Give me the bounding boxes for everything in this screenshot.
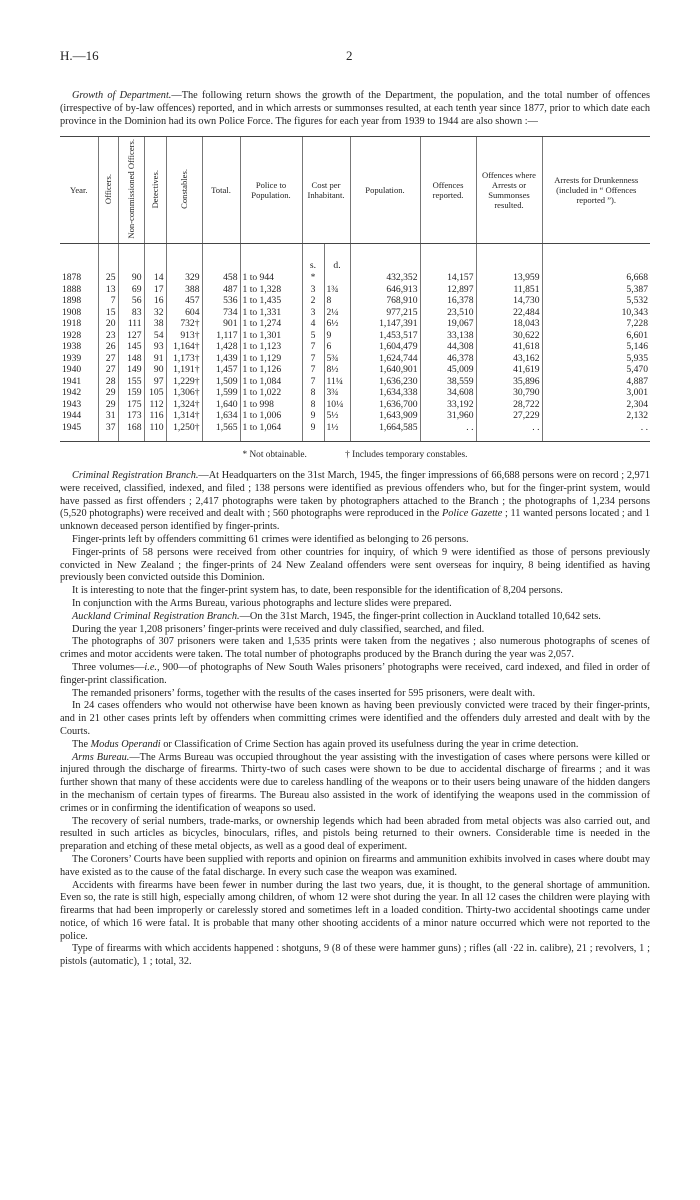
cell-off: 29 (98, 399, 118, 411)
header-population: Population. (350, 137, 420, 244)
paragraph-text: 900—of photographs of New South Wales prisoners’ photographs were received, card indexed, and filed in order of finger-print classification. (60, 661, 650, 686)
cell-year: 1940 (62, 364, 82, 376)
cell-d: 8 (324, 295, 350, 307)
cell-total: 458 (202, 272, 240, 284)
cell-det: 16 (144, 295, 166, 307)
cell-ratio: 1 to 1,274 (240, 318, 302, 330)
paragraph-text: Type of firearms with which accidents happened : shotguns, 9 (8 of these were hammer guns) ; rifles (all ·22 in. calibre), 21 ; revolvers, 1 ; pistols (automatic), 1 ; total, 32. (60, 943, 650, 968)
cell-offences: 45,009 (420, 364, 476, 376)
cell-con: 913† (166, 330, 202, 342)
cell-det: 17 (144, 284, 166, 296)
cell-arrests: 30,622 (476, 330, 542, 342)
cell-off: 27 (98, 364, 118, 376)
cell-offences: . . (420, 422, 476, 442)
cell-s: 9 (302, 422, 324, 442)
cell-det: 93 (144, 341, 166, 353)
cell-con: 457 (166, 295, 202, 307)
cell-arrests: 41,618 (476, 341, 542, 353)
cell-year: 1945 (60, 422, 98, 442)
cell-nco: 90 (118, 272, 144, 284)
cell-con: 1,324† (166, 399, 202, 411)
cell-off: 15 (98, 307, 118, 319)
table-row (60, 295, 650, 307)
cell-arrests: 41,619 (476, 364, 542, 376)
paragraph (60, 662, 650, 688)
cell-off: 27 (98, 353, 118, 365)
cell-nco: 159 (118, 387, 144, 399)
cell-ratio: 1 to 1,301 (240, 330, 302, 342)
units-row (60, 244, 650, 273)
table-row (60, 387, 650, 399)
cell-d: 5¾ (324, 353, 350, 365)
paragraph (60, 854, 650, 880)
cell-drunk: 2,132 (542, 410, 650, 422)
table-row (60, 364, 650, 376)
paragraph (60, 752, 650, 816)
page-number: 2 (346, 48, 353, 63)
cell-det: 97 (144, 376, 166, 388)
paragraph-text: Finger-prints of 58 persons were received from other countries for inquiry, of which 9 were identified as those of persons previously convicted in New Zealand ; the finger-prints of 24 New Zealand offenders were sent overseas for inquiry, 8 being identified as having previously been convicted outside this Dominion. (60, 546, 650, 584)
paragraph-heading: Arms Bureau. (72, 751, 130, 763)
cell-year: 1939 (62, 352, 82, 364)
table-row (60, 330, 650, 342)
cell-total: 1,439 (202, 353, 240, 365)
cell-offences: 31,960 (420, 410, 476, 422)
cell-ratio: 1 to 1,129 (240, 353, 302, 365)
cell-nco: 149 (118, 364, 144, 376)
cell-offences: 12,897 (420, 284, 476, 296)
cell-arrests: 11,851 (476, 284, 542, 296)
cell-total: 901 (202, 318, 240, 330)
cell-con: 329 (166, 272, 202, 284)
header-constables: Constables. (166, 137, 202, 244)
cell-total: 1,634 (202, 410, 240, 422)
paragraph-text: In conjunction with the Arms Bureau, various photographs and lecture slides were prepared. (72, 597, 452, 609)
cell-year: 1888 (62, 283, 82, 295)
cell-con: 1,250† (166, 422, 202, 442)
cell-off: 37 (98, 422, 118, 442)
cell-s: 8 (302, 387, 324, 399)
paragraph (60, 547, 650, 585)
cell-s: 3 (302, 307, 324, 319)
cell-year: 1938 (62, 341, 82, 353)
cell-det: 54 (144, 330, 166, 342)
cell-pop: 1,664,585 (350, 422, 420, 442)
header-offences: Offences reported. (420, 137, 476, 244)
cell-arrests: 22,484 (476, 307, 542, 319)
cell-total: 1,509 (202, 376, 240, 388)
table-row (60, 353, 650, 365)
table-row (60, 399, 650, 411)
header-total: Total. (202, 137, 240, 244)
cell-off: 26 (98, 341, 118, 353)
cell-drunk: 5,387 (542, 284, 650, 296)
cell-s: 3 (302, 284, 324, 296)
cell-drunk: 10,343 (542, 307, 650, 319)
paragraph-text: —The Arms Bureau was occupied throughout the year assisting with the investigation of cases where persons were killed or injured through the discharge of firearms. Thirty-two of such cases were shown to be due to accidental discharge of firearms ; and it was further shown that many of these accidents were due to careless handling of the weapons or to their users being unaware of the hidden dangers in the mechanism of certain types of firearms. The Bureau also assisted in the work of identifying the weapons used in the commission of crimes or in confirming the identification of weapons so used. (60, 751, 650, 814)
header-drunkenness: Arrests for Drunkenness (included in “ Offences reported ”). (542, 137, 650, 244)
table-row (60, 376, 650, 388)
cell-det: 112 (144, 399, 166, 411)
cell-nco: 148 (118, 353, 144, 365)
paragraph-text: —On the 31st March, 1945, the finger-print collection in Auckland totalled 10,642 sets. (239, 610, 601, 622)
cell-nco: 69 (118, 284, 144, 296)
cell-drunk: 5,532 (542, 295, 650, 307)
table-row (60, 410, 650, 422)
cell-con: 1,191† (166, 364, 202, 376)
table-row (60, 318, 650, 330)
cell-off: 28 (98, 376, 118, 388)
table-row (60, 422, 650, 442)
cell-total: 1,565 (202, 422, 240, 442)
intro-heading: Growth of Department. (72, 90, 172, 101)
cell-con: 1,229† (166, 376, 202, 388)
paragraph (60, 636, 650, 662)
cell-pop: 432,352 (350, 272, 420, 284)
cell-arrests: 27,229 (476, 410, 542, 422)
cell-con: 388 (166, 284, 202, 296)
cell-d: 10¼ (324, 399, 350, 411)
body-text (60, 470, 650, 969)
table-body (60, 244, 650, 442)
cell-s: 4 (302, 318, 324, 330)
header-arrests: Offences where Arrests or Summonses resulted. (476, 137, 542, 244)
cell-total: 487 (202, 284, 240, 296)
cell-off: 7 (98, 295, 118, 307)
header-cost: Cost per Inhabitant. (302, 137, 350, 244)
cell-drunk: . . (542, 422, 650, 442)
cell-total: 536 (202, 295, 240, 307)
cell-arrests: 18,043 (476, 318, 542, 330)
cell-ratio: 1 to 1,328 (240, 284, 302, 296)
cell-det: 116 (144, 410, 166, 422)
paragraph-text: The Coroners’ Courts have been supplied with reports and opinion on firearms and ammunition exhibits involved in cases where doubt may have existed as to the cause of the fatal discharge. In every such case the weapon was examined. (60, 853, 650, 878)
cell-off: 25 (98, 272, 118, 284)
cell-pop: 1,634,338 (350, 387, 420, 399)
table-row (60, 307, 650, 319)
note-not-obtainable: * Not obtainable. (242, 450, 307, 460)
cell-pop: 1,636,230 (350, 376, 420, 388)
cell-s: 8 (302, 399, 324, 411)
cell-total: 1,457 (202, 364, 240, 376)
cell-s: 2 (302, 295, 324, 307)
cell-con: 1,306† (166, 387, 202, 399)
paragraph (60, 700, 650, 738)
cell-s: 7 (302, 341, 324, 353)
units-shillings: s. (302, 244, 324, 273)
cell-con: 1,164† (166, 341, 202, 353)
table-row (60, 341, 650, 353)
cell-year: 1942 (62, 387, 82, 399)
cell-offences: 46,378 (420, 353, 476, 365)
cell-ratio: 1 to 1,064 (240, 422, 302, 442)
cell-pop: 1,643,909 (350, 410, 420, 422)
paragraph-text: The recovery of serial numbers, trade-marks, or ownership legends which had been abraded from metal objects was also carried out, and resulted in such articles as bicycles, binoculars, rifles, and pistols being returned to their owners. Considerable time is needed in the preparation and etching of these metal objects, as well as a good deal of experiment. (60, 815, 650, 853)
cell-det: 91 (144, 353, 166, 365)
cell-ratio: 1 to 1,126 (240, 364, 302, 376)
paragraph (60, 739, 650, 752)
cell-s: 7 (302, 376, 324, 388)
intro-text: —The following return shows the growth of the Department, the population, and the total number of offences (irrespective of by-law offences) reported, and in which arrests or summonses resulted, at each tenth year since 1877, prior to which date each province in the Dominion had its own Police Force. The figures for each year from 1939 to 1944 are also shown :— (60, 90, 650, 127)
cell-pop: 768,910 (350, 295, 420, 307)
cell-offences: 33,138 (420, 330, 476, 342)
cell-year: 1918 (62, 318, 82, 330)
cell-pop: 1,147,391 (350, 318, 420, 330)
cell-ratio: 1 to 1,022 (240, 387, 302, 399)
cell-total: 734 (202, 307, 240, 319)
cell-s: 7 (302, 364, 324, 376)
cell-ratio: 1 to 998 (240, 399, 302, 411)
header-nco: Non-commissioned Officers. (118, 137, 144, 244)
note-temporary-constables: † Includes temporary constables. (345, 450, 468, 460)
cell-arrests: . . (476, 422, 542, 442)
cell-ratio: 1 to 1,084 (240, 376, 302, 388)
cell-nco: 83 (118, 307, 144, 319)
cell-nco: 168 (118, 422, 144, 442)
paragraph-heading: Police Gazette (441, 508, 503, 520)
cell-pop: 1,453,517 (350, 330, 420, 342)
units-pence: d. (324, 244, 350, 273)
cell-con: 1,173† (166, 353, 202, 365)
cell-drunk: 3,001 (542, 387, 650, 399)
cell-det: 32 (144, 307, 166, 319)
cell-offences: 23,510 (420, 307, 476, 319)
cell-det: 90 (144, 364, 166, 376)
paragraph-text: In 24 cases offenders who would not otherwise have been known as having been previously convicted were traced by their finger-prints, and in 21 other cases prints left by offenders when committing crimes were identified and the offenders duly arrested and dealt with by the Courts. (60, 700, 650, 737)
cell-drunk: 7,228 (542, 318, 650, 330)
page-header (60, 48, 650, 68)
paragraph-text: It is interesting to note that the finger-print system has, to date, been responsible for the identification of 8,204 persons. (72, 585, 563, 597)
cell-d: 1¾ (324, 284, 350, 296)
cell-total: 1,640 (202, 399, 240, 411)
paragraph-text: Accidents with firearms have been fewer in number during the last two years, due, it is thought, to the general shortage of ammunition. Even so, the rate is still high, especially among children, of whom 12 were shot during the year. In all 12 cases the children were playing with firearms that had been improperly or carelessly stored and sometimes left in a loaded condition. Thirty-two accidental shootings came under notice, of which 16 were fatal. It is probable that many other shooting accidents of a minor nature occurred which were not reported to the police. (60, 879, 650, 942)
cell-d (324, 272, 350, 284)
cell-pop: 646,913 (350, 284, 420, 296)
cell-total: 1,117 (202, 330, 240, 342)
cell-pop: 977,215 (350, 307, 420, 319)
cell-nco: 145 (118, 341, 144, 353)
paragraph (60, 688, 650, 701)
cell-s: 9 (302, 410, 324, 422)
cell-d: 8½ (324, 364, 350, 376)
paragraph-text: During the year 1,208 prisoners’ finger-prints were received and duly classified, searched, and filed. (72, 623, 485, 635)
cell-off: 31 (98, 410, 118, 422)
header-year: Year. (60, 137, 98, 244)
document-reference: H.—16 (60, 48, 99, 63)
cell-year: 1941 (62, 375, 82, 387)
cell-offences: 44,308 (420, 341, 476, 353)
cell-d: 11¼ (324, 376, 350, 388)
cell-year: 1943 (62, 398, 82, 410)
cell-drunk: 5,146 (542, 341, 650, 353)
cell-year: 1878 (62, 272, 82, 284)
cell-s: 5 (302, 330, 324, 342)
cell-pop: 1,640,901 (350, 364, 420, 376)
cell-d: 6½ (324, 318, 350, 330)
cell-drunk: 6,668 (542, 272, 650, 284)
cell-ratio: 1 to 1,006 (240, 410, 302, 422)
cell-arrests: 30,790 (476, 387, 542, 399)
cell-drunk: 4,887 (542, 376, 650, 388)
paragraph-text: The remanded prisoners’ forms, together with the results of the cases inserted for 595 prisoners, were dealt with. (72, 687, 536, 699)
paragraph (60, 624, 650, 637)
cell-drunk: 5,935 (542, 353, 650, 365)
cell-det: 110 (144, 422, 166, 442)
cell-drunk: 6,601 (542, 330, 650, 342)
paragraph (60, 470, 650, 534)
paragraph-text: Three volumes— (72, 661, 145, 673)
paragraph (60, 534, 650, 547)
cell-off: 29 (98, 387, 118, 399)
cell-con: 604 (166, 307, 202, 319)
cell-nco: 173 (118, 410, 144, 422)
cell-total: 1,428 (202, 341, 240, 353)
paragraph (60, 880, 650, 944)
cell-ratio: 1 to 944 (240, 272, 302, 284)
cell-year: 1908 (62, 306, 82, 318)
header-officers: Officers. (98, 137, 118, 244)
paragraph (60, 816, 650, 854)
cell-arrests: 43,162 (476, 353, 542, 365)
intro-paragraph (60, 90, 650, 128)
cell-offences: 16,378 (420, 295, 476, 307)
cell-drunk: 2,304 (542, 399, 650, 411)
cell-det: 14 (144, 272, 166, 284)
paragraph-heading: Modus Operandi (90, 738, 161, 750)
cell-total: 1,599 (202, 387, 240, 399)
paragraph-heading: Auckland Criminal Registration Branch. (72, 610, 240, 622)
table-row (60, 284, 650, 296)
cell-year: 1898 (62, 295, 82, 307)
cell-d: 6 (324, 341, 350, 353)
cell-drunk: 5,470 (542, 364, 650, 376)
paragraph (60, 598, 650, 611)
cell-s: * (302, 272, 324, 284)
paragraph-text: Finger-prints left by offenders committing 61 crimes were identified as belonging to 26 persons. (72, 533, 469, 545)
paragraph (60, 585, 650, 598)
cell-det: 105 (144, 387, 166, 399)
paragraph (60, 611, 650, 624)
cell-offences: 19,067 (420, 318, 476, 330)
cell-ratio: 1 to 1,123 (240, 341, 302, 353)
cell-det: 38 (144, 318, 166, 330)
cell-year: 1944 (62, 410, 82, 422)
cell-arrests: 13,959 (476, 272, 542, 284)
cell-con: 732† (166, 318, 202, 330)
cell-nco: 127 (118, 330, 144, 342)
cell-offences: 33,192 (420, 399, 476, 411)
paragraph (60, 943, 650, 969)
growth-table (60, 136, 650, 442)
cell-nco: 111 (118, 318, 144, 330)
cell-ratio: 1 to 1,331 (240, 307, 302, 319)
cell-d: 5½ (324, 410, 350, 422)
paragraph-text: —At Headquarters on the 31st March, 1945, the finger impressions of 66,688 persons were on record ; 2,971 were received, classified, indexed, and filed ; 138 persons were identified as previous offenders who, but for the finger-print system, would have passed as first offenders ; 2,417 photographs were taken by photographers attached to the Branch ; the photographs of 1,234 persons (5,520 photographs) were received and dealt with ; 560 photographs were reproduced in the (60, 470, 650, 520)
cell-arrests: 28,722 (476, 399, 542, 411)
cell-nco: 175 (118, 399, 144, 411)
cell-d: 2¼ (324, 307, 350, 319)
cell-offences: 14,157 (420, 272, 476, 284)
cell-pop: 1,624,744 (350, 353, 420, 365)
document-page (60, 48, 650, 969)
cell-pop: 1,604,479 (350, 341, 420, 353)
cell-nco: 155 (118, 376, 144, 388)
cell-off: 20 (98, 318, 118, 330)
cell-year: 1928 (62, 329, 82, 341)
header-detectives: Detectives. (144, 137, 166, 244)
table-row (60, 272, 650, 284)
cell-offences: 34,608 (420, 387, 476, 399)
paragraph-heading: Criminal Registration Branch. (72, 470, 199, 481)
cell-pop: 1,636,700 (350, 399, 420, 411)
paragraph-text: or Classification of Crime Section has again proved its usefulness during the year in crime detection. (160, 738, 579, 750)
cell-off: 23 (98, 330, 118, 342)
cell-ratio: 1 to 1,435 (240, 295, 302, 307)
paragraph-text: The photographs of 307 prisoners were taken and 1,535 prints were taken from the negatives ; also numerous photographs of scenes of crimes and motor accidents were taken. The total number of photographs produced by the Branch during the year was 2,057. (60, 636, 650, 661)
paragraph-text: The (72, 738, 91, 750)
cell-con: 1,314† (166, 410, 202, 422)
cell-d: 1½ (324, 422, 350, 442)
cell-d: 3¾ (324, 387, 350, 399)
paragraph-text: ; 11 wanted persons located ; and 1 unknown deceased person identified by finger-prints. (60, 508, 650, 533)
cell-arrests: 35,896 (476, 376, 542, 388)
header-police-to-population: Police to Population. (240, 137, 302, 244)
cell-offences: 38,559 (420, 376, 476, 388)
cell-off: 13 (98, 284, 118, 296)
cell-s: 7 (302, 353, 324, 365)
paragraph-heading: i.e., (144, 661, 160, 673)
cell-d: 9 (324, 330, 350, 342)
table-notes (60, 450, 650, 460)
cell-arrests: 14,730 (476, 295, 542, 307)
cell-nco: 56 (118, 295, 144, 307)
